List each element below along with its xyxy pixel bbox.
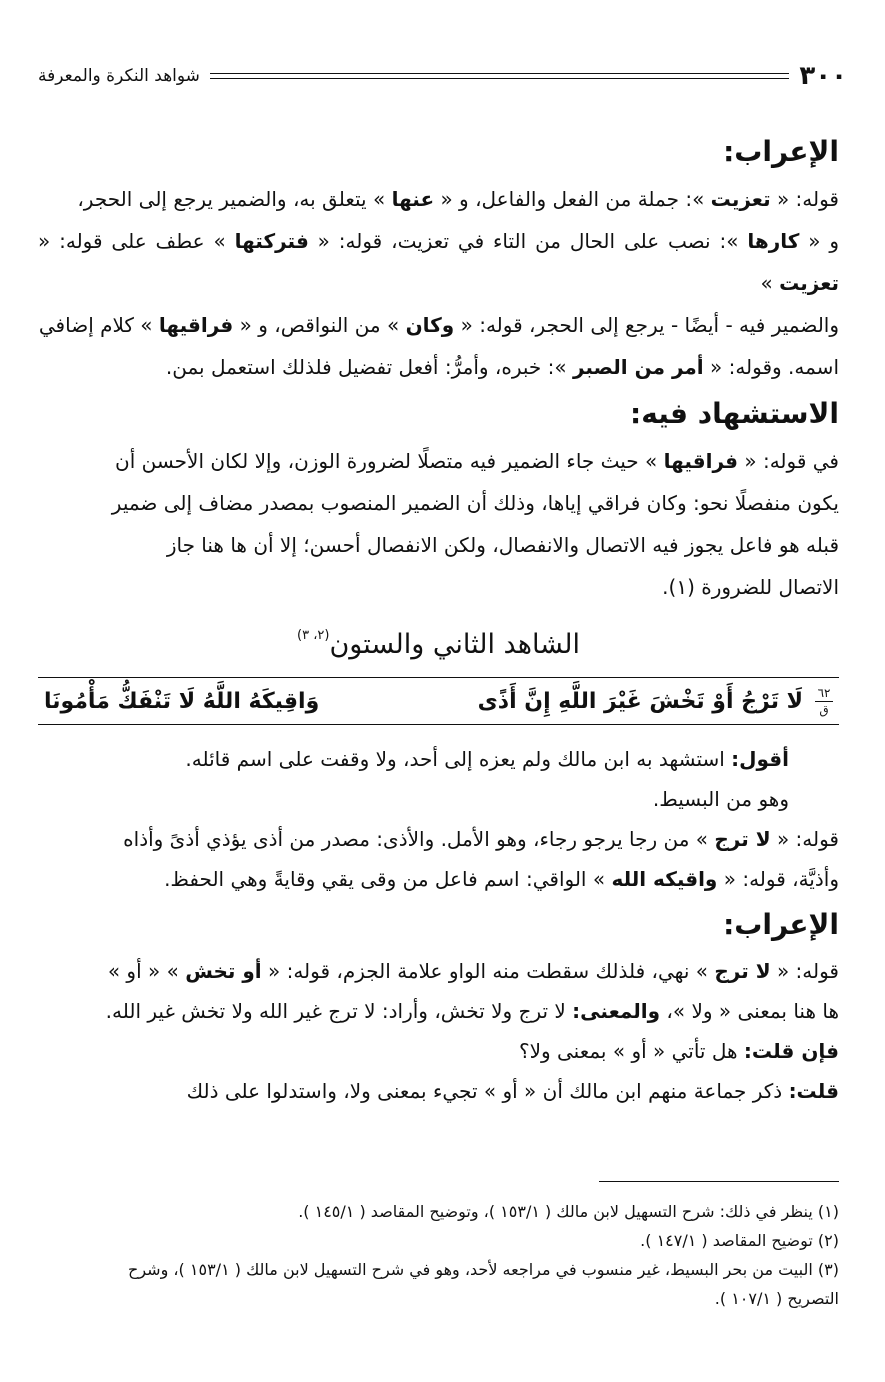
text-segment: يكون منفصلًا نحو: وكان فراقي إياها، وذلك أن الضمير المنصوب بمصدر مضاف إلى ضمير <box>111 491 839 515</box>
text-segment: وهو من البسيط. <box>652 787 789 811</box>
footnote: التصريح ( ١٠٧/١ ). <box>714 1289 839 1308</box>
commentary-paragraph <box>38 739 839 819</box>
section-heading-irab: الإعراب: <box>723 135 839 168</box>
text-segment: وأذيَّة، قوله: « <box>717 867 839 891</box>
page-header <box>38 58 847 94</box>
text-segment: » حيث جاء الضمير فيه متصلًا لضرورة الوزن، وإلا لكان الأحسن أن <box>115 449 664 473</box>
bold-term: واقيكه الله <box>611 867 718 891</box>
bold-term: فراقيها <box>663 449 738 473</box>
poem-title-text: الشاهد الثاني والستون <box>329 629 580 660</box>
bold-term: فتركتها <box>234 229 309 253</box>
footnote: (٢) توضيح المقاصد ( ١٤٧/١ ). <box>640 1231 839 1250</box>
text-line <box>38 739 789 779</box>
text-segment: » عطف على قوله: « <box>38 229 235 253</box>
text-segment: »: خبره، وأمرُّ: أفعل تفضيل فلذلك استعمل بمن. <box>165 355 573 379</box>
footnote: (٣) البيت من بحر البسيط، غير منسوب في مراجعه لأحد، وهو في شرح التسهيل لابن مالك ( ١٥٣/١ )، وشرح <box>128 1260 839 1279</box>
footnotes <box>38 1197 839 1313</box>
bold-term: أو تخش <box>185 959 262 983</box>
bold-term: وكان <box>405 313 455 337</box>
text-line <box>38 951 839 991</box>
text-segment: » نهي، فلذلك سقطت منه الواو علامة الجزم، قوله: « <box>261 959 715 983</box>
text-segment: قوله: « <box>770 827 839 851</box>
text-segment: » يتعلق به، والضمير يرجع إلى الحجر، <box>77 187 392 211</box>
bold-term: فإن قلت: <box>743 1039 839 1063</box>
text-segment: و « <box>799 229 840 253</box>
text-line <box>38 859 839 899</box>
bold-term: فراقيها <box>158 313 234 337</box>
verse-second-hemistich: وَاقِيكَهُ اللَّهُ لَا تَنْفَكُّ مَأْمُونَا <box>44 688 320 714</box>
text-segment: » الواقي: اسم فاعل من وقى يقي وقايةً وهي الحفظ. <box>164 867 612 891</box>
verse-number-divider <box>815 701 833 702</box>
bold-term: تعزيت <box>710 187 771 211</box>
bold-term: لا ترج <box>714 959 771 983</box>
text-segment: هل تأتي « أو » بمعنى ولا؟ <box>518 1039 744 1063</box>
irab-paragraph-2 <box>38 951 839 1111</box>
text-segment: استشهد به ابن مالك ولم يعزه إلى أحد، ولا وقفت على اسم قائله. <box>185 747 732 771</box>
header-double-rule <box>210 73 789 79</box>
text-segment: قبله هو فاعل يجوز فيه الاتصال والانفصال، ولكن الانفصال أحسن؛ إلا أن ها هنا جاز <box>166 533 839 557</box>
running-title: شواهد النكرة والمعرفة <box>38 66 200 86</box>
text-segment: اسمه. وقوله: « <box>703 355 839 379</box>
istishhad-paragraph <box>38 440 839 608</box>
text-segment: » <box>760 271 780 295</box>
commentary-paragraph-2 <box>38 819 839 899</box>
verse-line <box>38 677 839 725</box>
text-segment: ذكر جماعة منهم ابن مالك أن « أو » تجيء بمعنى ولا، واستدلوا على ذلك <box>186 1079 789 1103</box>
irab-paragraph <box>38 178 839 388</box>
footnote-separator <box>599 1181 839 1182</box>
verse-meter: ق <box>819 702 829 717</box>
text-segment: قوله: « <box>770 959 839 983</box>
verse-first-hemistich: لَا تَرْجُ أَوْ تَخْشَ غَيْرَ اللَّهِ إِنَّ أَذًى <box>477 688 803 714</box>
text-line <box>38 482 839 524</box>
text-segment: » من النواقص، و « <box>233 313 406 337</box>
bold-term: أقول: <box>731 747 789 771</box>
footnote: (١) ينظر في ذلك: شرح التسهيل لابن مالك ( ١٥٣/١ )، وتوضيح المقاصد ( ١٤٥/١ ). <box>298 1202 839 1221</box>
bold-term: تعزيت <box>779 271 839 295</box>
text-segment: الاتصال للضرورة (١). <box>662 575 839 599</box>
text-line <box>38 779 789 819</box>
bold-term: أمر من الصبر <box>572 355 704 379</box>
verse-number <box>809 686 839 717</box>
text-segment: » « أو » <box>107 959 186 983</box>
text-segment: لا ترج ولا تخش، وأراد: لا ترج غير الله ولا تخش غير الله. <box>105 999 573 1023</box>
text-segment: قوله: « <box>770 187 839 211</box>
text-line <box>38 524 839 566</box>
text-segment: » من رجا يرجو رجاء، وهو الأمل. والأذى: مصدر من أذى يؤذي أذىً وأذاه <box>123 827 715 851</box>
text-segment: والضمير فيه - أيضًا - يرجع إلى الحجر، قوله: « <box>454 313 839 337</box>
text-line <box>38 178 839 220</box>
verse-number-value: ٦٢ <box>817 685 831 700</box>
bold-term: عنها <box>391 187 435 211</box>
text-segment: »: نصب على الحال من التاء في تعزيت، قوله: « <box>308 229 748 253</box>
poem-title <box>38 610 839 671</box>
bold-term: لا ترج <box>714 827 771 851</box>
text-line <box>38 1031 839 1071</box>
bold-term: كارها <box>747 229 800 253</box>
text-segment: » كلام إضافي <box>38 313 159 337</box>
text-line <box>38 346 839 388</box>
bold-term: والمعنى: <box>572 999 661 1023</box>
section-heading-irab-2: الإعراب: <box>723 908 839 941</box>
poem-title-footnote-ref: (٢، ٣) <box>297 628 330 643</box>
text-line <box>38 819 839 859</box>
main-text <box>38 126 839 1111</box>
text-line <box>38 304 839 346</box>
text-line <box>38 220 839 304</box>
text-segment: في قوله: « <box>738 449 839 473</box>
text-segment: ها هنا بمعنى « ولا »، <box>660 999 839 1023</box>
page-number: ٣٠٠ <box>799 61 847 91</box>
text-line <box>38 566 839 608</box>
text-line <box>38 1071 839 1111</box>
text-line <box>38 440 839 482</box>
text-segment: »: جملة من الفعل والفاعل، و « <box>434 187 711 211</box>
bold-term: قلت: <box>788 1079 839 1103</box>
text-line <box>38 991 839 1031</box>
section-heading-istishhad: الاستشهاد فيه: <box>630 397 839 430</box>
